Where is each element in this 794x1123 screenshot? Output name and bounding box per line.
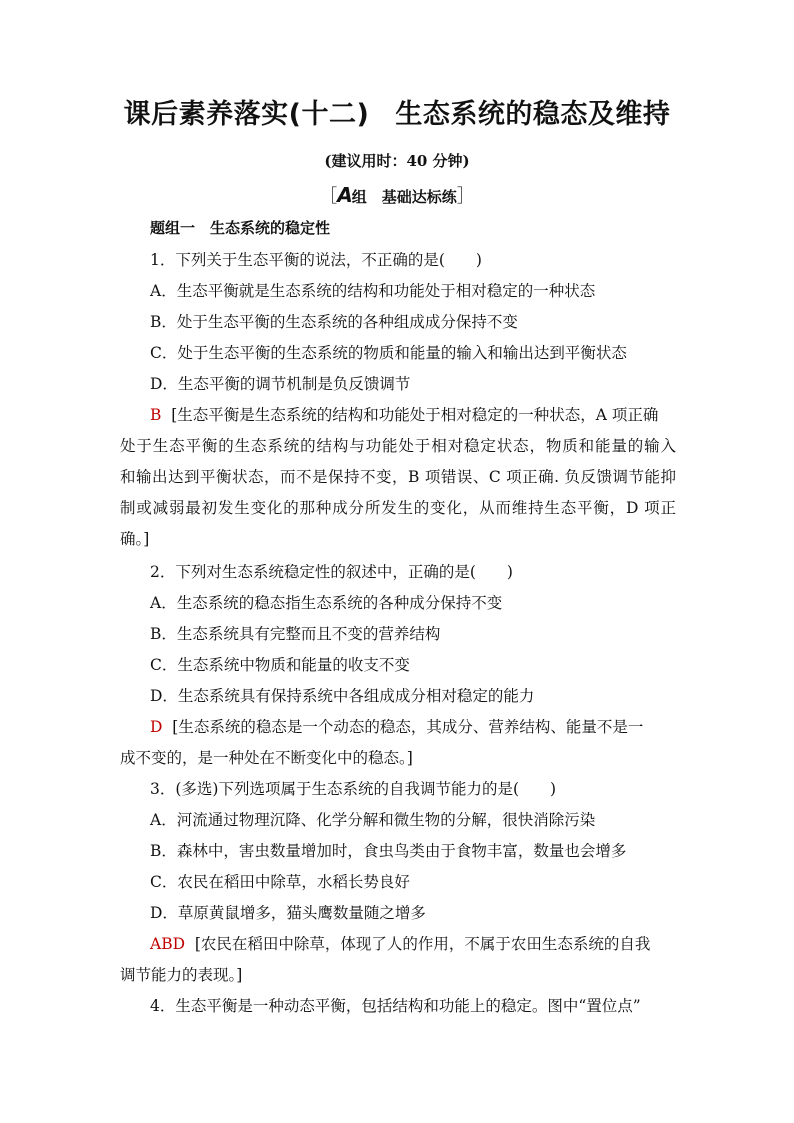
group-label: 组 基础达标练 bbox=[351, 188, 457, 206]
q1-explain-line-4: 制或减弱最初发生变化的那种成分所发生的变化，从而维持生态平衡，D 项正 bbox=[120, 499, 676, 517]
q4-stem: 4．生态平衡是一种动态平衡，包括结构和功能上的稳定。图中“置位点” bbox=[150, 997, 641, 1015]
page-title bbox=[0, 92, 794, 131]
q2-explain-line-1 bbox=[150, 717, 643, 737]
q3-option-b: B．森林中，害虫数量增加时，食虫鸟类由于食物丰富，数量也会增多 bbox=[150, 842, 627, 860]
q2-option-a: A．生态系统的稳态指生态系统的各种成分保持不变 bbox=[150, 594, 503, 612]
q1-explain-line-5: 确。] bbox=[120, 530, 150, 548]
group-heading bbox=[0, 182, 794, 208]
q2-explain-text-1: [生态系统的稳态是一个动态的稳态，其成分、营养结构、能量不是一 bbox=[172, 718, 644, 736]
q1-option-d: D．生态平衡的调节机制是负反馈调节 bbox=[150, 375, 411, 393]
q3-option-d: D．草原黄鼠增多，猫头鹰数量随之增多 bbox=[150, 904, 426, 922]
q1-option-c: C．处于生态平衡的生态系统的物质和能量的输入和输出达到平衡状态 bbox=[150, 344, 627, 362]
q3-option-c: C．农民在稻田中除草，水稻长势良好 bbox=[150, 873, 410, 891]
group-close-bracket: ］ bbox=[456, 186, 475, 207]
q3-explain-text-1: [农民在稻田中除草，体现了人的作用，不属于农田生态系统的自我 bbox=[194, 935, 651, 953]
q2-option-d: D．生态系统具有保持系统中各组成成分相对稳定的能力 bbox=[150, 687, 535, 705]
q1-option-a: A．生态平衡就是生态系统的结构和功能处于相对稳定的一种状态 bbox=[150, 282, 596, 300]
q3-stem: 3．(多选)下列选项属于生态系统的自我调节能力的是( ) bbox=[150, 780, 557, 798]
q3-option-a: A．河流通过物理沉降、化学分解和微生物的分解，很快消除污染 bbox=[150, 811, 596, 829]
q3-answer: ABD bbox=[150, 935, 186, 953]
q2-explain-line-2: 成不变的，是一种处在不断变化中的稳态。] bbox=[120, 749, 413, 767]
q3-explain-line-1 bbox=[150, 934, 650, 954]
q2-stem: 2．下列对生态系统稳定性的叙述中，正确的是( ) bbox=[150, 563, 513, 581]
group-letter: A bbox=[337, 183, 352, 207]
time-note: (建议用时：40 分钟) bbox=[324, 152, 470, 170]
q1-stem: 1．下列关于生态平衡的说法，不正确的是( ) bbox=[150, 251, 482, 269]
q1-explain-line-2: 处于生态平衡的生态系统的结构与功能处于相对稳定状态，物质和能量的输入 bbox=[120, 437, 676, 455]
title-sub: 生态系统的稳态及维持 bbox=[395, 99, 671, 130]
q1-answer: B bbox=[150, 406, 162, 424]
q1-explain-text-1: [生态平衡是生态系统的结构和功能处于相对稳定的一种状态，A 项正确 bbox=[171, 406, 659, 424]
group-open-bracket: ［ bbox=[319, 186, 338, 207]
section-heading: 题组一 生态系统的稳定性 bbox=[150, 219, 331, 237]
q1-explain-line-1 bbox=[150, 405, 658, 425]
q3-explain-line-2: 调节能力的表现。] bbox=[120, 966, 243, 984]
q2-option-c: C．生态系统中物质和能量的收支不变 bbox=[150, 656, 410, 674]
q2-answer: D bbox=[150, 718, 163, 736]
q1-option-b: B．处于生态平衡的生态系统的各种组成成分保持不变 bbox=[150, 313, 518, 331]
title-main: 课后素养落实(十二) bbox=[123, 99, 370, 130]
q1-explain-line-3: 和输出达到平衡状态，而不是保持不变，B 项错误、C 项正确. 负反馈调节能抑 bbox=[120, 468, 676, 486]
q2-option-b: B．生态系统具有完整而且不变的营养结构 bbox=[150, 625, 441, 643]
